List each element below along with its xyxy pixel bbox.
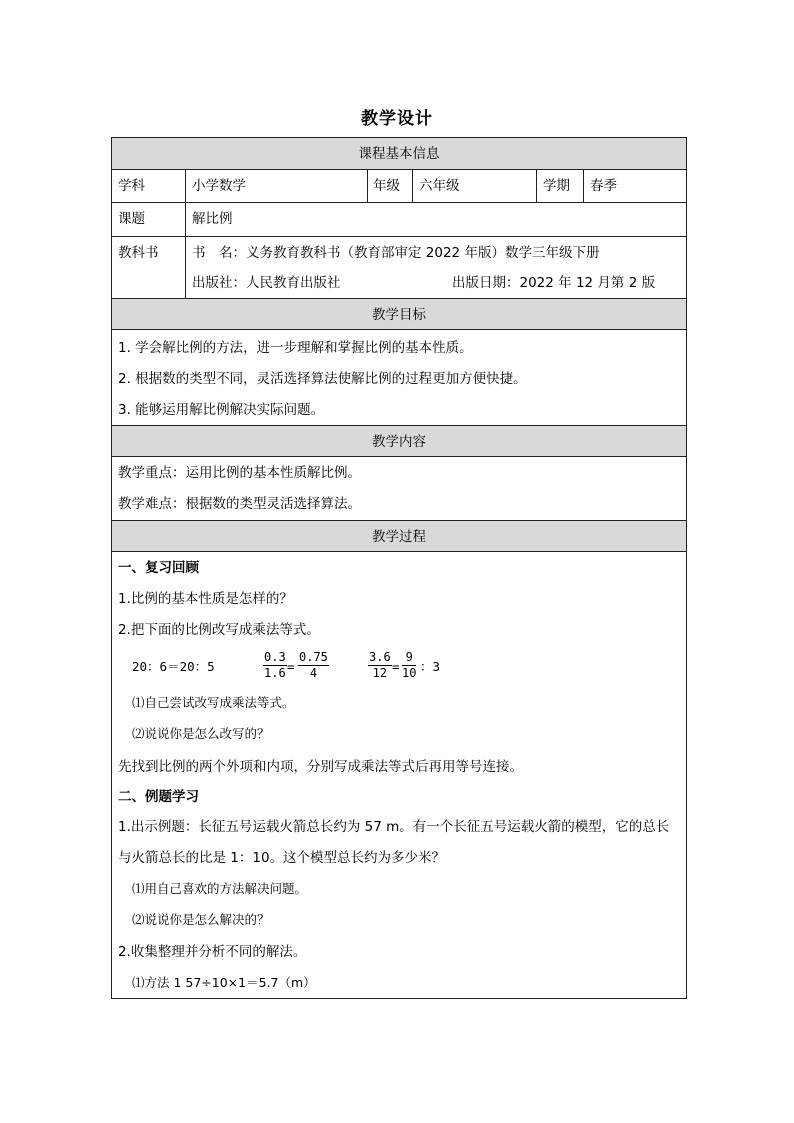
textbook-name: 书 名：义务教育教科书（教育部审定 2022 年版）数学三年级下册 [192, 245, 600, 261]
column-divider [367, 170, 368, 202]
objective-item: 1. 学会解比例的方法，进一步理解和掌握比例的基本性质。 [118, 340, 473, 356]
equation-ratio-tail: ：3 [420, 659, 441, 674]
key-point: 教学重点：运用比例的基本性质解比例。 [118, 465, 361, 481]
fraction-numerator: 3.6 [369, 650, 391, 664]
grade-label: 年级 [373, 178, 400, 194]
equals-sign: = [287, 659, 295, 674]
example-text-line-1: 1.出示例题：长征五号运载火箭总长约为 57 m。有一个长征五号运载火箭的模型，它的总长 [118, 819, 670, 835]
row-divider [112, 202, 686, 203]
content-header: 教学内容 [112, 425, 686, 457]
example-subquestion-1: ⑴用自己喜欢的方法解决问题。 [132, 881, 308, 896]
process-header: 教学过程 [112, 520, 686, 552]
equation-fraction-right [298, 650, 329, 681]
topic-value: 解比例 [192, 211, 233, 227]
column-divider [412, 170, 413, 202]
column-divider [536, 170, 537, 202]
fraction-numerator: 0.3 [264, 650, 286, 664]
grade-value: 六年级 [419, 178, 460, 194]
review-subquestion-1: ⑴自己尝试改写成乘法等式。 [132, 695, 295, 710]
textbook-publisher: 出版社：人民教育出版社 [192, 275, 341, 291]
equation-fraction-right [402, 650, 416, 681]
equation-fraction-left [368, 650, 392, 681]
basic-info-header: 课程基本信息 [112, 138, 686, 170]
fraction-numerator: 0.75 [299, 650, 328, 664]
solution-method-1: ⑴方法 1 57÷10×1＝5.7（m） [132, 975, 316, 990]
subject-label: 学科 [118, 178, 145, 194]
equals-sign: = [392, 659, 400, 674]
equation-fraction-left [263, 650, 287, 681]
fraction-denominator: 10 [402, 666, 417, 680]
term-value: 春季 [590, 178, 617, 194]
objective-item: 2. 根据数的类型不同，灵活选择算法使解比例的过程更加方便快捷。 [118, 371, 527, 387]
fraction-denominator: 1.6 [264, 666, 286, 680]
review-summary: 先找到比例的两个外项和内项，分别写成乘法等式后再用等号连接。 [118, 759, 523, 775]
objectives-header: 教学目标 [112, 298, 686, 330]
collect-methods: 2.收集整理并分析不同的解法。 [118, 944, 307, 960]
column-divider [185, 170, 186, 298]
difficulty-point: 教学难点：根据数的类型灵活选择算法。 [118, 496, 361, 512]
review-subquestion-2: ⑵说说你是怎么改写的？ [132, 726, 270, 741]
fraction-denominator: 4 [309, 666, 318, 680]
column-divider [583, 170, 584, 202]
equation-ratio: 20：6＝20：5 [132, 659, 215, 674]
review-question-2: 2.把下面的比例改写成乘法等式。 [118, 622, 320, 638]
row-divider [112, 236, 686, 237]
fraction-denominator: 12 [372, 666, 388, 680]
document-title: 教学设计 [361, 109, 433, 129]
textbook-pub-date: 出版日期：2022 年 12 月第 2 版 [452, 275, 656, 291]
section-example-title: 二、例题学习 [118, 789, 199, 805]
term-label: 学期 [543, 178, 570, 194]
objective-item: 3. 能够运用解比例解决实际问题。 [118, 402, 325, 418]
subject-value: 小学数学 [192, 178, 246, 194]
example-text-line-2: 与火箭总长的比是 1：10。这个模型总长约为多少米？ [118, 850, 446, 866]
textbook-label: 教科书 [118, 245, 159, 261]
fraction-numerator: 9 [402, 650, 416, 666]
topic-label: 课题 [118, 211, 145, 227]
review-question-1: 1.比例的基本性质是怎样的？ [118, 591, 293, 607]
section-review-title: 一、复习回顾 [118, 560, 199, 576]
example-subquestion-2: ⑵说说你是怎么解决的？ [132, 912, 270, 927]
